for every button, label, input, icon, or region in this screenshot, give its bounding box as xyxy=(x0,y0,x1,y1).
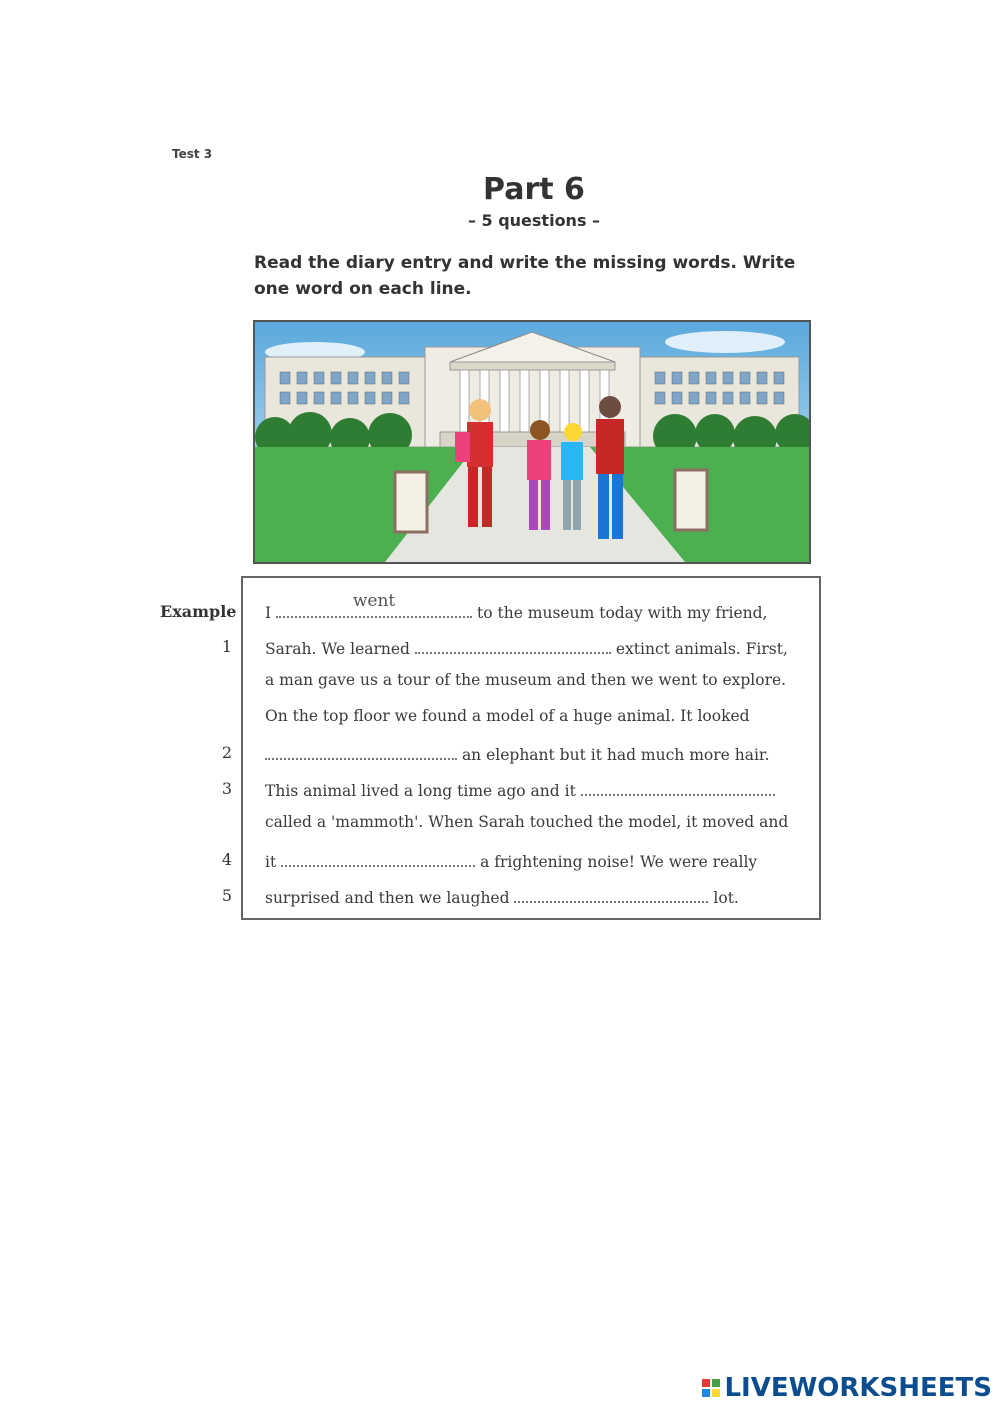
answer-blank-1[interactable] xyxy=(415,636,611,654)
answer-blank-4[interactable] xyxy=(281,849,475,867)
test-label: Test 3 xyxy=(172,147,213,161)
line-text: a frightening noise! We were really xyxy=(480,853,758,871)
line-text: This animal lived a long time ago and it xyxy=(265,782,576,800)
answer-blank-3[interactable] xyxy=(581,778,775,796)
question-number-2: 2 xyxy=(221,743,232,762)
museum-scene-image xyxy=(255,322,809,562)
example-label: Example xyxy=(160,602,237,621)
diary-line-text: a man gave us a tour of the museum and then we went to explore. xyxy=(265,671,787,689)
question-number-5: 5 xyxy=(221,886,232,905)
page-subtitle: – 5 questions – xyxy=(467,211,601,230)
line-text: lot. xyxy=(713,889,739,907)
brand-name: LIVEWORKSHEETS xyxy=(724,1373,992,1403)
line-text: an elephant but it had much more hair. xyxy=(461,746,770,764)
line-text: to the museum today with my friend, xyxy=(477,604,768,622)
diary-line-3 xyxy=(265,778,775,800)
diary-line-text: On the top floor we found a model of a huge animal. It looked xyxy=(265,707,750,725)
line-text: I xyxy=(265,604,272,622)
diary-line-1 xyxy=(265,636,788,658)
diary-line-5 xyxy=(265,885,739,907)
diary-line-example xyxy=(265,591,768,622)
line-text: it xyxy=(265,853,277,871)
question-number-1: 1 xyxy=(221,637,232,656)
line-text: surprised and then we laughed xyxy=(265,889,510,907)
example-answer-blank xyxy=(276,591,472,618)
diary-line-2 xyxy=(265,742,770,764)
diary-line-4 xyxy=(265,849,757,871)
question-number-3: 3 xyxy=(221,779,232,798)
answer-blank-2[interactable] xyxy=(265,742,457,760)
page-title: Part 6 xyxy=(483,172,585,207)
example-answer: went xyxy=(352,591,396,611)
question-number-4: 4 xyxy=(221,850,232,869)
museum-illustration xyxy=(253,320,811,564)
liveworksheets-logo-icon xyxy=(702,1379,720,1397)
line-text: extinct animals. First, xyxy=(615,640,788,658)
answer-blank-5[interactable] xyxy=(514,885,708,903)
instructions: Read the diary entry and write the missing words. Write one word on each line. xyxy=(254,253,796,299)
liveworksheets-brand[interactable] xyxy=(702,1373,992,1403)
diary-line-text: called a 'mammoth'. When Sarah touched the model, it moved and xyxy=(265,813,789,831)
line-text: Sarah. We learned xyxy=(265,640,410,658)
